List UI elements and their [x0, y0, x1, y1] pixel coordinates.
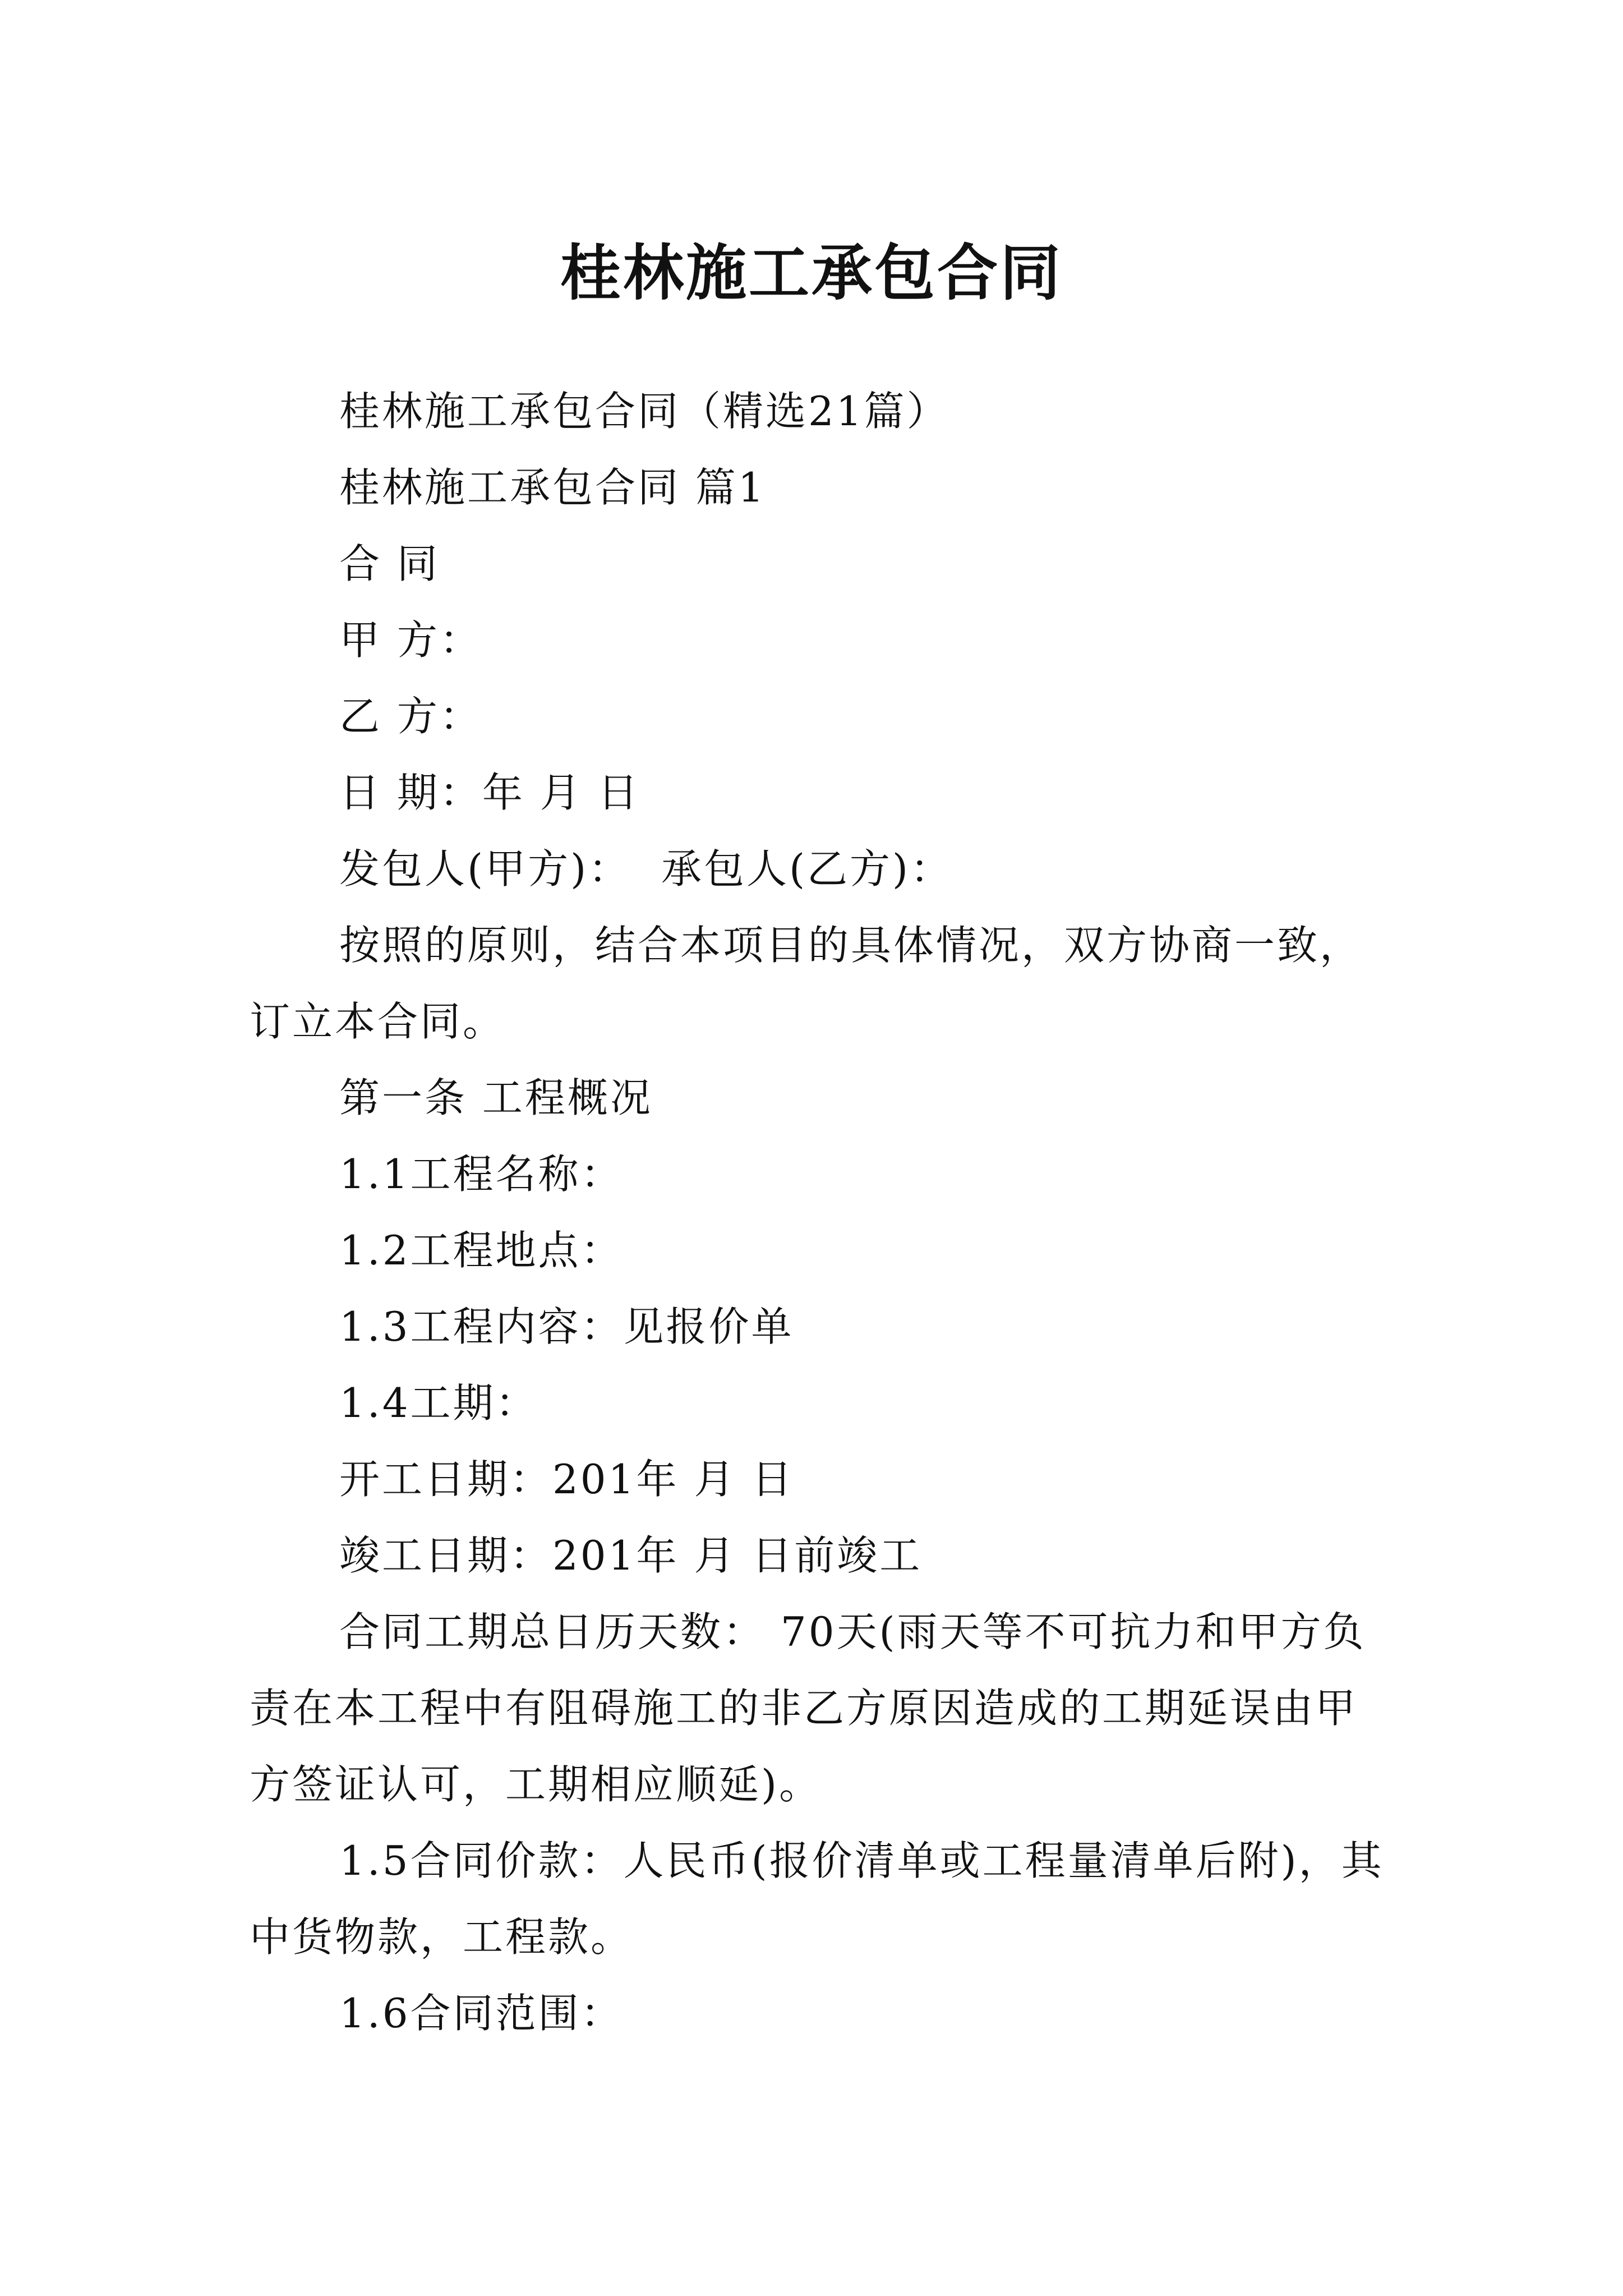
paragraph-contract-scope: 1.6合同范围：	[339, 1990, 624, 2037]
paragraph-preamble: 按照的原则，结合本项目的具体情况，双方协商一致，订立本合同。	[250, 922, 1363, 1045]
paragraph-parties: 发包人(甲方)： 承包人(乙方)：	[339, 845, 953, 892]
paragraph-collection-title: 桂林施工承包合同（精选21篇）	[339, 388, 949, 435]
paragraph-party-b: 乙 方：	[339, 693, 482, 740]
document-body	[250, 373, 1394, 2051]
paragraph-project-content: 1.3工程内容：见报价单	[339, 1303, 794, 1350]
paragraph-section-heading: 桂林施工承包合同 篇1	[339, 464, 766, 511]
paragraph-duration: 1.4工期：	[339, 1379, 538, 1427]
paragraph-start-date: 开工日期：201年 月 日	[339, 1456, 795, 1503]
paragraph-party-a: 甲 方：	[339, 616, 482, 664]
paragraph-completion-date: 竣工日期：201年 月 日前竣工	[339, 1532, 923, 1579]
paragraph-contract-price: 1.5合同价款：人民币(报价清单或工程量清单后附)，其中货物款，工程款。	[250, 1837, 1384, 1961]
document-title: 桂林施工承包合同	[560, 238, 1063, 309]
paragraph-article-one: 第一条 工程概况	[339, 1074, 653, 1121]
paragraph-project-location: 1.2工程地点：	[339, 1227, 624, 1274]
paragraph-total-days: 合同工期总日历天数： 70天(雨天等不可抗力和甲方负责在本工程中有阻碍施工的非乙方原因造成的工期延误由甲方签证认可，工期相应顺延)。	[250, 1608, 1366, 1808]
paragraph-contract-label: 合 同	[339, 540, 440, 587]
paragraph-date: 日 期：年 月 日	[339, 769, 640, 816]
paragraph-project-name: 1.1工程名称：	[339, 1151, 624, 1198]
